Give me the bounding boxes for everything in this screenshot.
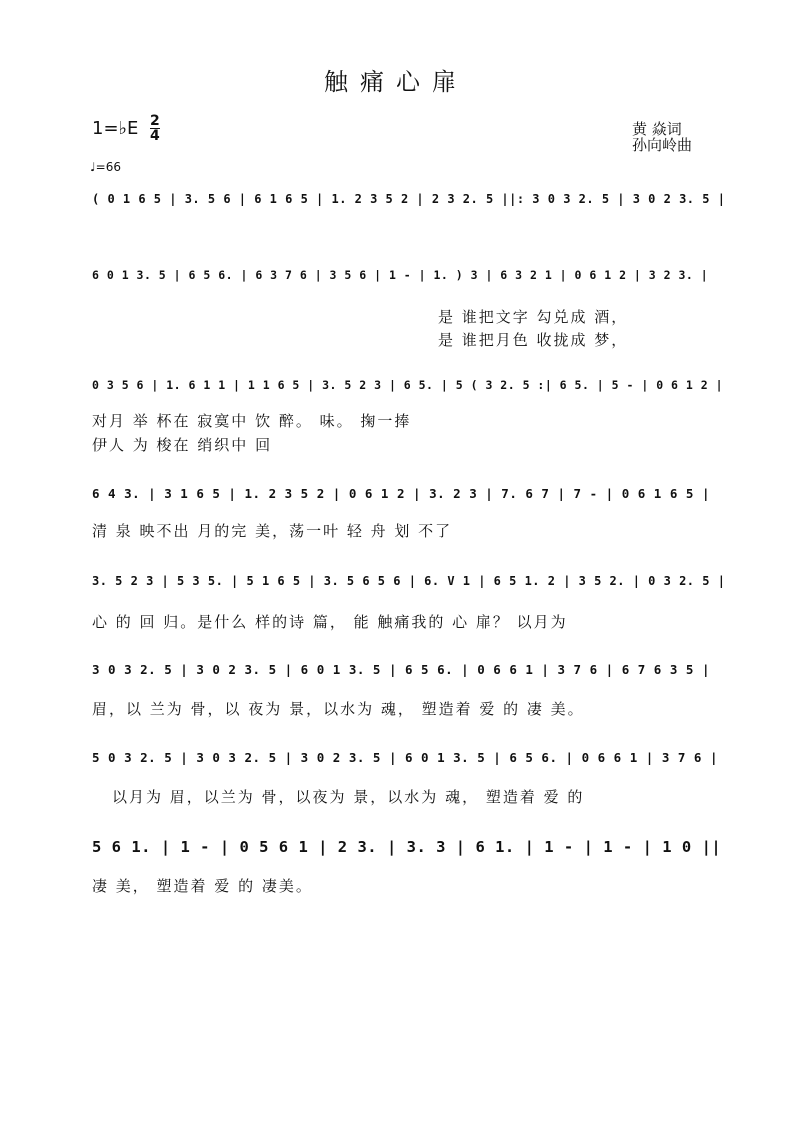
lyric-line-9: 凄 美， 塑造着 爱 的 凄美。: [92, 877, 313, 895]
tempo-marking: ♩=66: [90, 160, 121, 174]
score-line-8: 5 6 1. | 1 - | 0 5 6 1 | 2 3. | 3. 3 | 6 1. | 1 - | 1 - | 1 0 ||: [92, 838, 722, 856]
score-line-2: 6 0 1 3. 5 | 6 5 6. | 6 3 7 6 | 3 5 6 | 1 - | 1. ) 3 | 6 3 2 1 | 0 6 1 2 | 3 2 3. |: [92, 268, 709, 282]
score-line-1: ( 0 1 6 5 | 3. 5 6 | 6 1 6 5 | 1. 2 3 5 2 | 2 3 2. 5 ||: 3 0 3 2. 5 | 3 0 2 3. 5 |: [92, 192, 726, 206]
composer-credit: 孙向岭曲: [632, 136, 693, 154]
meter-denominator: 4: [150, 128, 160, 144]
lyric-line-3: 对月 举 杯在 寂寞中 饮 醉。 味。 掬一捧: [92, 412, 412, 430]
meter-numerator: 2: [150, 113, 160, 129]
score-line-7: 5 0 3 2. 5 | 3 0 3 2. 5 | 3 0 2 3. 5 | 6 0 1 3. 5 | 6 5 6. | 0 6 6 1 | 3 7 6 |: [92, 750, 718, 765]
song-title: 触痛心扉: [324, 68, 468, 96]
lyric-line-4: 伊人 为 梭在 绡织中 回: [92, 436, 273, 454]
time-signature: [150, 114, 160, 143]
lyric-line-5: 清 泉 映不出 月的完 美，荡一叶 轻 舟 划 不了: [92, 522, 453, 540]
score-line-4: 6 4 3. | 3 1 6 5 | 1. 2 3 5 2 | 0 6 1 2 | 3. 2 3 | 7. 6 7 | 7 - | 0 6 1 6 5 |: [92, 486, 710, 501]
lyric-line-6: 心 的 回 归。是什么 样的诗 篇， 能 触痛我的 心 扉？ 以月为: [92, 613, 568, 631]
key-signature: 1=♭E: [92, 118, 139, 139]
lyric-line-7: 眉，以 兰为 骨，以 夜为 景，以水为 魂， 塑造着 爱 的 凄 美。: [92, 700, 585, 718]
lyric-line-2: 是 谁把月色 收拢成 梦，: [438, 331, 629, 349]
score-line-6: 3 0 3 2. 5 | 3 0 2 3. 5 | 6 0 1 3. 5 | 6 5 6. | 0 6 6 1 | 3 7 6 | 6 7 6 3 5 |: [92, 662, 710, 677]
lyric-line-1: 是 谁把文字 勾兑成 酒，: [438, 308, 629, 326]
score-line-3: 0 3 5 6 | 1. 6 1 1 | 1 1 6 5 | 3. 5 2 3 | 6 5. | 5 ( 3 2. 5 :| 6 5. | 5 - | 0 6 1 2 |: [92, 378, 724, 392]
score-line-5: 3. 5 2 3 | 5 3 5. | 5 1 6 5 | 3. 5 6 5 6 | 6. V 1 | 6 5 1. 2 | 3 5 2. | 0 3 2. 5 |: [92, 574, 726, 588]
lyricist-credit: 黄 焱词: [632, 120, 682, 138]
lyric-line-8: 以月为 眉，以兰为 骨，以夜为 景，以水为 魂， 塑造着 爱 的: [112, 788, 585, 806]
